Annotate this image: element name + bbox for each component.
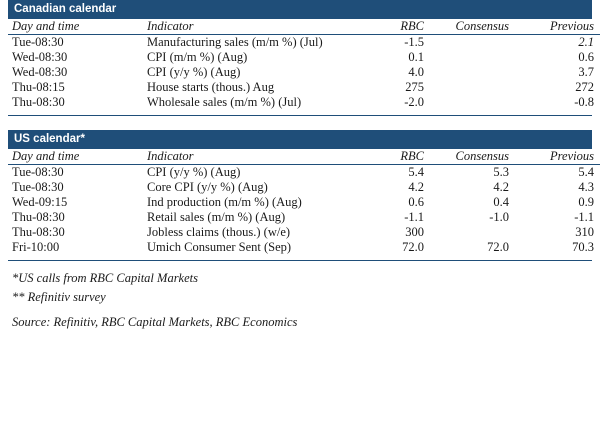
cell-rbc: 300 [405, 225, 424, 239]
cell-previous: 0.6 [578, 50, 594, 64]
cell-day-and-time: Wed-09:15 [12, 195, 68, 209]
cell-consensus: -1.0 [489, 210, 509, 224]
cell-consensus [438, 50, 523, 65]
column-header-day-and-time: Day and time [8, 149, 143, 165]
cell-indicator: CPI (y/y %) (Aug) [147, 165, 241, 179]
cell-rbc: 4.0 [408, 65, 424, 79]
column-header-indicator: Indicator [143, 149, 358, 165]
section-spacer [8, 116, 592, 130]
cell-previous: 2.1 [578, 35, 594, 49]
table-row [8, 50, 600, 65]
us-calendar-header: US calendar* [8, 130, 592, 149]
footnotes-block [8, 261, 592, 332]
canadian-calendar-section [8, 0, 592, 116]
cell-indicator: Ind production (m/m %) (Aug) [147, 195, 302, 209]
cell-indicator: House starts (thous.) Aug [147, 80, 275, 94]
cell-rbc: -1.1 [404, 210, 424, 224]
cell-rbc: -2.0 [404, 95, 424, 109]
canadian-table-body [8, 35, 600, 116]
cell-day-and-time: Thu-08:30 [12, 225, 65, 239]
cell-day-and-time: Tue-08:30 [12, 180, 64, 194]
cell-previous: 0.9 [578, 195, 594, 209]
us-calendar-table [8, 149, 600, 260]
source-line: Source: Refinitiv, RBC Capital Markets, RBC Economics [12, 315, 298, 329]
cell-consensus [438, 65, 523, 80]
table-row [8, 95, 600, 115]
cell-day-and-time: Fri-10:00 [12, 240, 60, 254]
cell-consensus: 72.0 [487, 240, 509, 254]
column-header-previous: Previous [523, 149, 600, 165]
footnote-refinitiv-survey: ** Refinitiv survey [12, 290, 106, 304]
cell-previous: -1.1 [574, 210, 594, 224]
cell-rbc: 4.2 [408, 180, 424, 194]
column-header-rbc: RBC [358, 149, 438, 165]
cell-day-and-time: Thu-08:15 [12, 80, 65, 94]
cell-previous: 4.3 [578, 180, 594, 194]
canadian-calendar-table [8, 19, 600, 115]
cell-previous: 5.4 [578, 165, 594, 179]
cell-rbc: 5.4 [408, 165, 424, 179]
cell-previous: -0.8 [574, 95, 594, 109]
footnote-us-calls: *US calls from RBC Capital Markets [12, 271, 198, 285]
us-table-body [8, 165, 600, 261]
cell-indicator: Retail sales (m/m %) (Aug) [147, 210, 286, 224]
cell-indicator: Manufacturing sales (m/m %) (Jul) [147, 35, 323, 49]
cell-consensus [438, 35, 523, 51]
us-calendar-section [8, 130, 592, 261]
cell-indicator: CPI (y/y %) (Aug) [147, 65, 241, 79]
cell-indicator: Core CPI (y/y %) (Aug) [147, 180, 268, 194]
cell-day-and-time: Thu-08:30 [12, 210, 65, 224]
cell-indicator: Umich Consumer Sent (Sep) [147, 240, 292, 254]
cell-rbc: 0.1 [408, 50, 424, 64]
cell-day-and-time: Wed-08:30 [12, 50, 68, 64]
cell-day-and-time: Wed-08:30 [12, 65, 68, 79]
column-header-consensus: Consensus [438, 149, 523, 165]
cell-indicator: CPI (m/m %) (Aug) [147, 50, 248, 64]
cell-consensus: 4.2 [493, 180, 509, 194]
cell-rbc: 275 [405, 80, 424, 94]
us-table-head [8, 149, 600, 165]
table-row [8, 180, 600, 195]
table-row [8, 35, 600, 51]
table-row [8, 240, 600, 260]
cell-consensus [438, 80, 523, 95]
table-header-row [8, 149, 600, 165]
cell-consensus [438, 225, 523, 240]
table-row [8, 210, 600, 225]
table-row [8, 165, 600, 181]
cell-indicator: Jobless claims (thous.) (w/e) [147, 225, 291, 239]
cell-previous: 310 [575, 225, 594, 239]
cell-rbc: 0.6 [408, 195, 424, 209]
column-header-previous: Previous [523, 19, 600, 35]
cell-previous: 70.3 [572, 240, 594, 254]
cell-day-and-time: Tue-08:30 [12, 35, 64, 49]
cell-consensus: 0.4 [493, 195, 509, 209]
table-header-row [8, 19, 600, 35]
cell-consensus [438, 95, 523, 115]
cell-day-and-time: Thu-08:30 [12, 95, 65, 109]
table-row [8, 80, 600, 95]
column-header-consensus: Consensus [438, 19, 523, 35]
column-header-day-and-time: Day and time [8, 19, 143, 35]
column-header-rbc: RBC [358, 19, 438, 35]
cell-previous: 272 [575, 80, 594, 94]
table-row [8, 225, 600, 240]
cell-indicator: Wholesale sales (m/m %) (Jul) [147, 95, 302, 109]
table-row [8, 65, 600, 80]
cell-rbc: -1.5 [404, 35, 424, 49]
cell-day-and-time: Tue-08:30 [12, 165, 64, 179]
cell-consensus: 5.3 [493, 165, 509, 179]
column-header-indicator: Indicator [143, 19, 358, 35]
canadian-calendar-header: Canadian calendar [8, 0, 592, 19]
cell-rbc: 72.0 [402, 240, 424, 254]
cell-previous: 3.7 [578, 65, 594, 79]
table-row [8, 195, 600, 210]
canadian-table-head [8, 19, 600, 35]
